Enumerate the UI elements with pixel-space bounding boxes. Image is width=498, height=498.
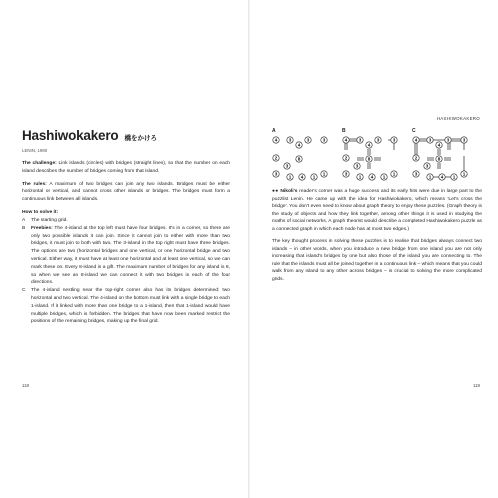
step-letter: C	[22, 288, 26, 294]
intro-lead: ●● Nikoli's	[272, 189, 298, 194]
puzzle-a-grid	[272, 136, 330, 182]
rules-text: A maximum of two bridges can join any two islands. Bridges must be either horizontal or vertical, and cannot cross other islands or bridges. The bridges must form a continuous link between all islands.	[22, 181, 230, 203]
island-number: 4	[344, 137, 348, 143]
folio-left: 118	[22, 383, 29, 388]
island-number: 2	[274, 155, 278, 161]
step-lead: Freebies:	[31, 225, 53, 231]
island-number: 3	[288, 137, 292, 143]
challenge-text: Link islands (circles) with bridges (straight lines), so that the number on each island describes the number of bridges coming from that island.	[22, 161, 230, 174]
island-number: 2	[344, 155, 348, 161]
island-number: 4	[297, 142, 301, 148]
page-title: Hashiwokakero	[22, 128, 119, 143]
island-number: 4	[414, 137, 418, 143]
rules-paragraph	[22, 181, 230, 204]
island-number: 3	[425, 163, 429, 169]
island-number: 1	[358, 174, 362, 180]
island-number: 3	[376, 137, 380, 143]
rules-lead: The rules:	[22, 181, 47, 187]
step-text: The 4-island at the top left must have four bridges. It's in a corner, so there are only two possible islands it can join. Since it cannot join to either with more than two bridges, it must join to both with two. The 3-island in the top right must have three bridges. The options are two (horizontal bridges and one vertical, or one horizontal bridge and two vertical. Either way, it must have at least one horizontal and at least one vertical, so we can mark these on. Every 8-island is a gift. The maximum number of bridges for any island is 8, so when we see an 8-island we can connect it with two bridges in each of the four directions.	[31, 225, 230, 286]
steps-list	[22, 217, 230, 326]
left-page	[0, 0, 248, 498]
title-row	[22, 128, 230, 143]
island-number: 3	[428, 137, 432, 143]
intro-paragraph	[272, 188, 482, 233]
right-page-content	[272, 128, 482, 288]
island-number: 3	[392, 137, 396, 143]
island-number: 4	[367, 142, 371, 148]
left-page-content	[22, 128, 230, 326]
island-number: 3	[344, 171, 348, 177]
puzzle-a-islands	[273, 137, 327, 180]
island-number: 3	[306, 137, 310, 143]
puzzle-label: B	[342, 128, 346, 134]
step-letter: A	[22, 217, 26, 223]
thought-process-paragraph: The key thought process in solving these puzzles is to realise that bridges always connect two islands – in other words, when you introduce a new bridge from one island you are not only increasing that island's bridges by one but also those of the island you are connecting to. The rule that the islands must all be joined together in a continuous link – which means that you could walk from any island to any other across bridges – is crucial to solving the more complicated grids.	[272, 239, 482, 282]
island-number: 3	[462, 137, 466, 143]
puzzle-c	[412, 128, 472, 182]
puzzle-b-islands	[343, 137, 397, 180]
howto-heading: How to solve it:	[22, 209, 59, 215]
island-number: 1	[288, 174, 292, 180]
island-number: 3	[446, 137, 450, 143]
puzzle-c-islands	[413, 137, 467, 180]
island-number: 3	[285, 163, 289, 169]
island-number: 1	[462, 171, 466, 177]
island-number: 2	[414, 155, 418, 161]
island-number: 1	[428, 174, 432, 180]
puzzle-b	[342, 128, 402, 182]
challenge-lead: The challenge:	[22, 161, 57, 166]
intro-text: reader's corner was a huge success and its early hits were due in large part to the puzzlist Lenin. He came up with the idea for Hashiwokakero, which means 'Let's cross the bridge'. You don't even need to know about graph theory to enjoy these puzzles. (Graph theory is the study of objects and how they link together, among other things it is used in studying the maths of social networks. A graph theorist would describe a completed Hashiwokakero puzzle as a connected graph in which each node has at most two edges.)	[272, 189, 483, 232]
island-number: 3	[322, 137, 326, 143]
island-number: 4	[300, 174, 304, 180]
title-japanese: 橋をかけろ	[124, 135, 157, 142]
puzzle-b-grid	[342, 136, 400, 182]
step-text-wrap	[31, 225, 230, 287]
island-number: 8	[297, 156, 301, 162]
island-number: 3	[355, 163, 359, 169]
puzzle-label: A	[272, 128, 276, 134]
puzzle-figures	[272, 128, 482, 184]
running-head: HASHIWOKAKERO	[436, 116, 480, 121]
puzzle-c-grid	[412, 136, 470, 182]
island-number: 4	[370, 174, 374, 180]
puzzle-label: C	[412, 128, 416, 134]
island-number: 8	[437, 156, 441, 162]
right-page	[250, 0, 498, 498]
island-number: 1	[452, 174, 456, 180]
island-number: 3	[358, 137, 362, 143]
byline: LENIN, 1990	[22, 148, 48, 153]
folio-right: 119	[473, 383, 480, 388]
island-number: 1	[322, 171, 326, 177]
puzzle-a	[272, 128, 332, 182]
step-letter: B	[22, 225, 26, 231]
step-item	[22, 225, 230, 287]
island-number: 4	[437, 142, 441, 148]
island-number: 4	[440, 174, 444, 180]
island-number: 1	[312, 174, 316, 180]
island-number: 4	[274, 137, 278, 143]
step-item	[22, 217, 230, 225]
step-text: The starting grid.	[31, 217, 68, 223]
island-number: 1	[382, 174, 386, 180]
step-text: The 4-island nestling near the top-right corner also has its bridges determined: two horizontal and two vertical. The 4-island on the bottom must link with a single bridge to each 1-island. If it linked with more than one bridge to a 1-island, then that 1-island would have multiple bridges, which is forbidden. The bridges that have now been marked restrict the positions of the remaining bridges, making up the final grid.	[31, 288, 230, 325]
step-item	[22, 287, 230, 326]
challenge-paragraph	[22, 160, 230, 176]
island-number: 8	[367, 156, 371, 162]
island-number: 1	[392, 171, 396, 177]
island-number: 3	[414, 171, 418, 177]
island-number: 3	[274, 171, 278, 177]
